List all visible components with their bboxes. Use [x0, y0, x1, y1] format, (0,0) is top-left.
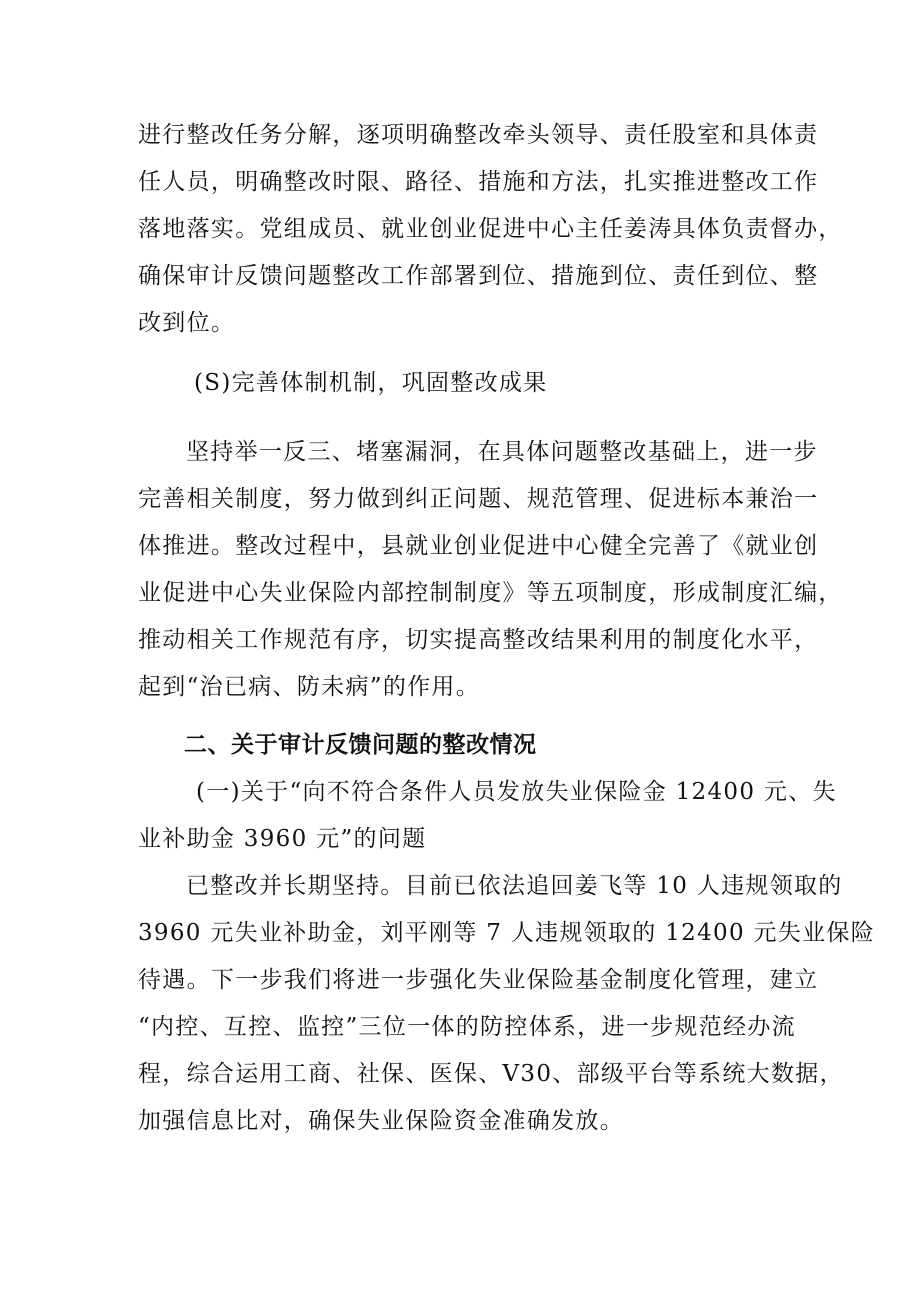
text-line: 推动相关工作规范有序，切实提高整改结果利用的制度化水平， — [138, 627, 819, 653]
text-line: 确保审计反馈问题整改工作部署到位、措施到位、责任到位、整 — [138, 263, 819, 289]
text-line: 落地落实。党组成员、就业创业促进中心主任姜涛具体负责督办， — [138, 216, 843, 242]
text-line: 完善相关制度，努力做到纠正问题、规范管理、促进标本兼治一 — [138, 486, 819, 512]
text-line: 任人员，明确整改时限、路径、措施和方法，扎实推进整改工作 — [138, 169, 819, 195]
text-line: 进行整改任务分解，逐项明确整改牵头领导、责任股室和具体责 — [138, 122, 819, 148]
text-line: “内控、互控、监控”三位一体的防控体系，进一步规范经办流 — [138, 1014, 796, 1040]
subheading: (S)完善体制机制，巩固整改成果 — [194, 370, 548, 396]
text-line: 待遇。下一步我们将进一步强化失业保险基金制度化管理，建立 — [138, 967, 819, 993]
text-line: 起到“治已病、防未病”的作用。 — [138, 674, 481, 700]
section-heading: 二、关于审计反馈问题的整改情况 — [184, 732, 537, 758]
text-line: 加强信息比对，确保失业保险资金准确发放。 — [138, 1108, 624, 1134]
text-line: 业促进中心失业保险内部控制制度》等五项制度，形成制度汇编， — [138, 580, 843, 606]
text-line: 体推进。整改过程中，县就业创业促进中心健全完善了《就业创 — [138, 533, 819, 559]
text-line: 改到位。 — [138, 310, 236, 336]
text-line: 坚持举一反三、堵塞漏洞，在具体问题整改基础上，进一步 — [186, 439, 818, 465]
text-line: 业补助金 3960 元”的问题 — [138, 826, 427, 852]
text-line: 已整改并长期坚持。目前已依法追回姜飞等 10 人违规领取的 — [186, 873, 843, 899]
text-line: (一)关于“向不符合条件人员发放失业保险金 12400 元、失 — [196, 779, 837, 805]
text-line: 程，综合运用工商、社保、医保、V30、部级平台等系统大数据， — [138, 1061, 844, 1087]
text-line: 3960 元失业补助金，刘平刚等 7 人违规领取的 12400 元失业保险 — [138, 920, 875, 946]
